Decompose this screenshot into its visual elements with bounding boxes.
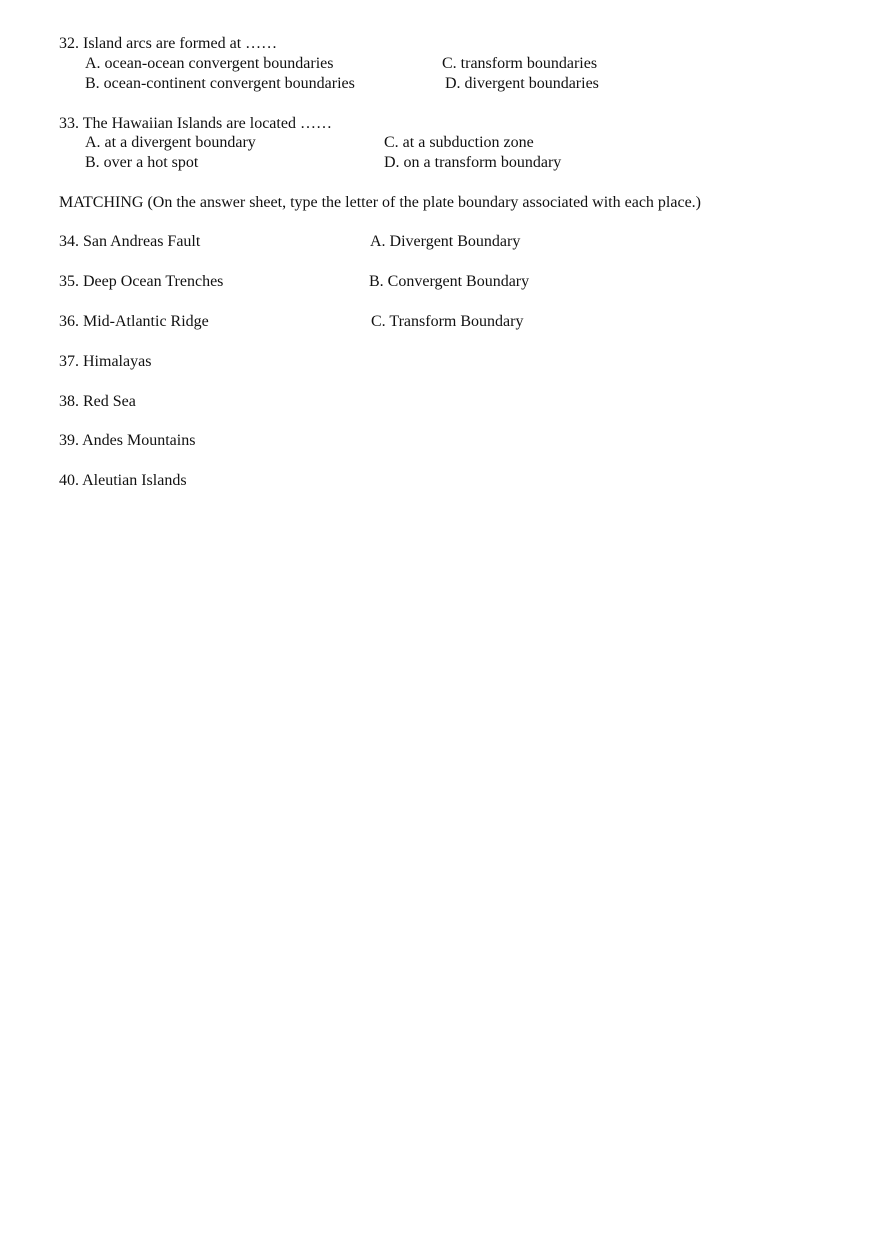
question-32-stem: 32. Island arcs are formed at …… — [59, 35, 278, 52]
question-32-option-c: C. transform boundaries — [442, 55, 598, 72]
matching-instructions: MATCHING (On the answer sheet, type the letter of the plate boundary associated with each place.) — [59, 194, 701, 211]
question-32-option-d: D. divergent boundaries — [445, 75, 599, 92]
matching-place-35: 35. Deep Ocean Trenches — [59, 273, 224, 290]
matching-place-38: 38. Red Sea — [59, 393, 136, 410]
question-32-option-b: B. ocean-continent convergent boundaries — [85, 75, 355, 92]
matching-place-40: 40. Aleutian Islands — [59, 472, 187, 489]
matching-place-34: 34. San Andreas Fault — [59, 233, 201, 250]
matching-place-37: 37. Himalayas — [59, 353, 152, 370]
boundary-option-c: C. Transform Boundary — [371, 313, 524, 330]
question-33-option-a: A. at a divergent boundary — [85, 134, 256, 151]
question-32-option-a: A. ocean-ocean convergent boundaries — [85, 55, 334, 72]
boundary-option-b: B. Convergent Boundary — [369, 273, 530, 290]
question-33-option-c: C. at a subduction zone — [384, 134, 534, 151]
boundary-option-a: A. Divergent Boundary — [370, 233, 521, 250]
question-33-option-d: D. on a transform boundary — [384, 154, 562, 171]
question-33-option-b: B. over a hot spot — [85, 154, 199, 171]
matching-place-39: 39. Andes Mountains — [59, 432, 196, 449]
question-33-stem: 33. The Hawaiian Islands are located …… — [59, 115, 332, 132]
matching-place-36: 36. Mid-Atlantic Ridge — [59, 313, 209, 330]
